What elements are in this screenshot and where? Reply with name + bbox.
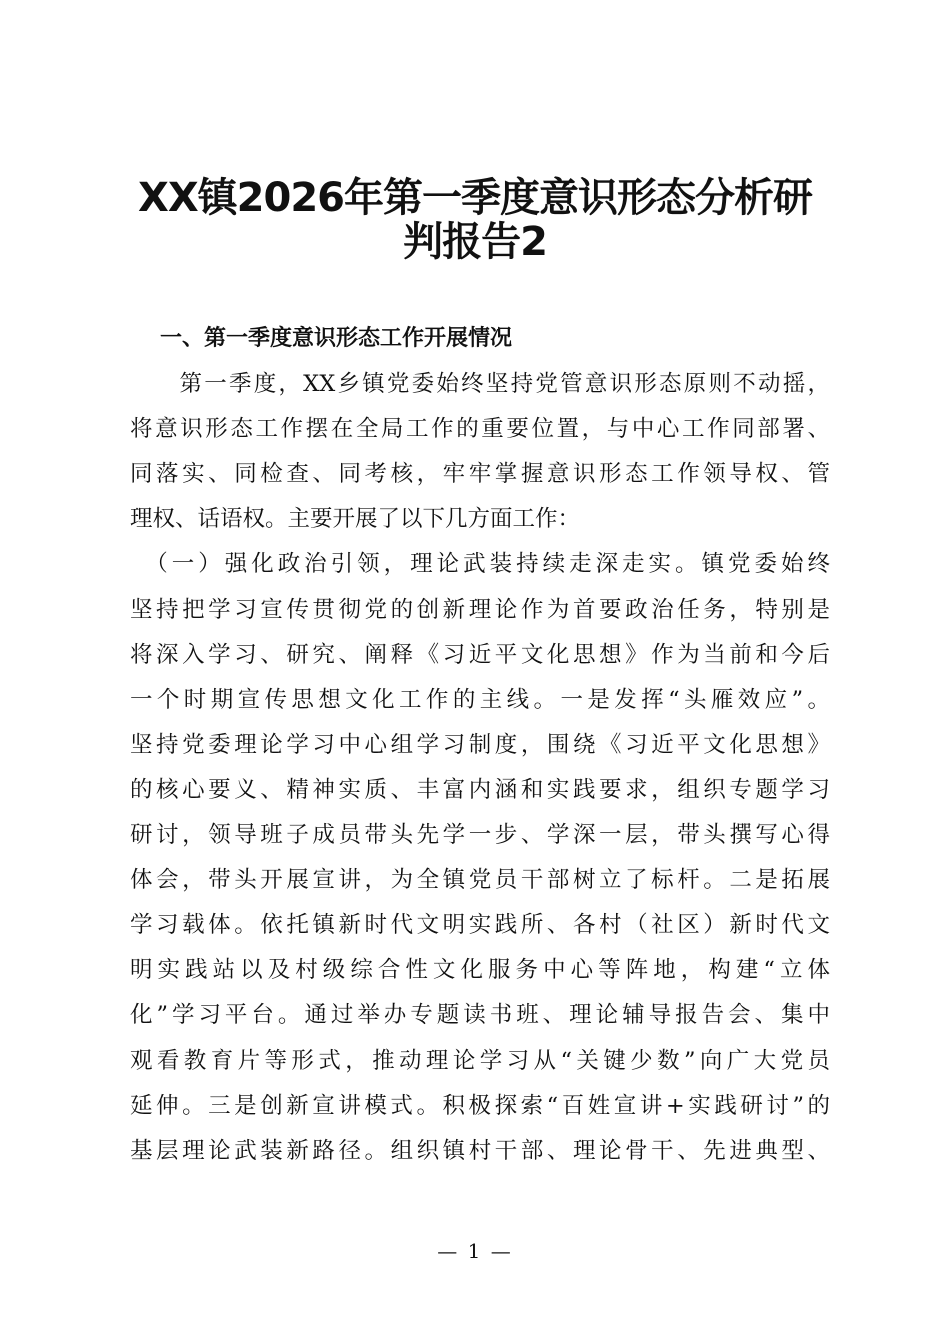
body-line: 研讨，领导班子成员带头先学一步、学深一层，带头撰写心得 [130,822,830,848]
body-line: 一个时期宣传思想文化工作的主线。一是发挥“头雁效应”。 [130,686,830,713]
document-title-line-1: XX镇2026年第一季度意识形态分析研 [137,175,812,221]
document-title-line-2: 判报告2 [403,219,547,265]
section-heading: 一、第一季度意识形态工作开展情况 [160,326,513,351]
body-line: 基层理论武装新路径。组织镇村干部、理论骨干、先进典型、 [130,1137,830,1164]
body-line: 将深入学习、研究、阐释《习近平文化思想》作为当前和今后 [130,641,830,668]
body-line: 的核心要义、精神实质、丰富内涵和实践要求，组织专题学习 [130,776,830,803]
body-line: 理权、话语权。主要开展了以下几方面工作： [130,506,581,533]
body-line: 明实践站以及村级综合性文化服务中心等阵地，构建“立体 [130,957,830,984]
body-line: 学习载体。依托镇新时代文明实践所、各村（社区）新时代文 [130,912,830,939]
body-line: 体会，带头开展宣讲，为全镇党员干部树立了标杆。二是拓展 [130,867,830,894]
body-line: 坚持把学习宣传贯彻党的创新理论作为首要政治任务，特别是 [130,596,830,623]
body-line: 同落实、同检查、同考核，牢牢掌握意识形态工作领导权、管 [130,461,830,488]
document-title [0,176,950,264]
body-line: 化”学习平台。通过举办专题读书班、理论辅导报告会、集中 [130,1002,830,1029]
body-line: 坚持党委理论学习中心组学习制度，围绕《习近平文化思想》 [130,731,830,758]
body-line: （一）强化政治引领，理论武装持续走深走实。镇党委始终 [130,551,830,578]
body-line: 延伸。三是创新宣讲模式。积极探索“百姓宣讲+实践研讨”的 [130,1092,830,1119]
body-line: 观看教育片等形式，推动理论学习从“关键少数”向广大党员 [130,1047,830,1074]
body-line: 将意识形态工作摆在全局工作的重要位置，与中心工作同部署、 [130,416,830,443]
page-number: — 1 — [437,1239,513,1263]
body-line: 第一季度，XX乡镇党委始终坚持党管意识形态原则不动摇， [130,371,830,397]
